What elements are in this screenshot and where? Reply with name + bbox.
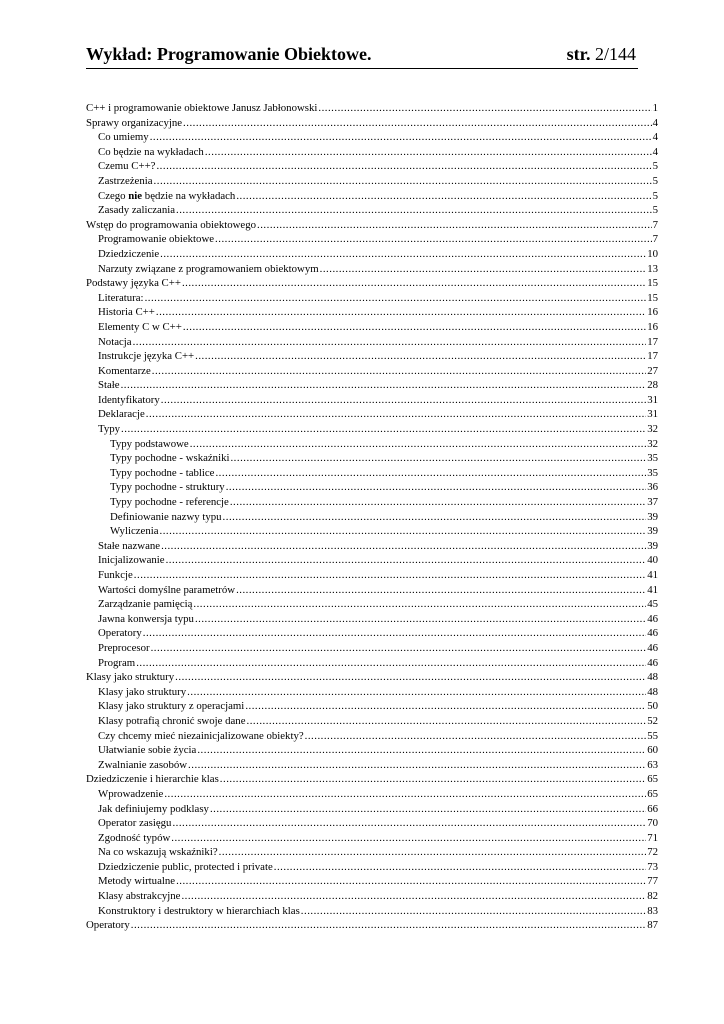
- toc-entry-title: Czy chcemy mieć niezainicjalizowane obiekty?: [98, 729, 304, 742]
- dot-leader: [205, 145, 652, 160]
- toc-entry-title-emphasis: nie: [128, 189, 143, 202]
- toc-entry[interactable]: [86, 524, 658, 539]
- toc-entry-title: Sprawy organizacyjne: [86, 116, 183, 129]
- toc-entry-title: Typy pochodne - referencje: [110, 496, 229, 509]
- toc-entry[interactable]: [86, 218, 658, 233]
- dot-leader: [182, 276, 646, 291]
- toc-entry-title: Wyliczenia: [110, 525, 159, 538]
- toc-entry[interactable]: [86, 612, 658, 627]
- toc-entry-title: Identyfikatory: [98, 393, 160, 406]
- toc-entry-page: 46: [647, 641, 658, 654]
- toc-entry-title: Preprocesor: [98, 641, 150, 654]
- toc-entry-page: 32: [647, 423, 658, 436]
- toc-entry-title: Zasady zaliczania: [98, 204, 176, 217]
- dot-leader: [166, 553, 647, 568]
- toc-entry-page: 70: [647, 817, 658, 830]
- page-number: [567, 44, 636, 65]
- dot-leader: [187, 685, 646, 700]
- toc-entry-title: Zwalnianie zasobów: [98, 758, 188, 771]
- toc-entry[interactable]: [86, 130, 658, 145]
- toc-entry[interactable]: [86, 641, 658, 656]
- toc-entry-page: 37: [647, 496, 658, 509]
- toc-entry-title: Klasy abstrakcyjne: [98, 890, 181, 903]
- document-title: Wykład: Programowanie Obiektowe.: [86, 44, 372, 64]
- dot-leader: [215, 466, 646, 481]
- toc-entry-title: Ułatwianie sobie życia: [98, 744, 197, 757]
- toc-entry-title: Programowanie obiektowe: [98, 233, 215, 246]
- toc-entry-page: 39: [647, 525, 658, 538]
- dot-leader: [156, 159, 651, 174]
- toc-entry-page: 48: [647, 671, 658, 684]
- toc-entry[interactable]: [86, 378, 658, 393]
- dot-leader: [131, 918, 646, 933]
- toc-entry-page: 63: [647, 758, 658, 771]
- dot-leader: [188, 758, 646, 773]
- dot-leader: [193, 597, 646, 612]
- toc-entry[interactable]: [86, 597, 658, 612]
- toc-entry-page: 39: [647, 510, 658, 523]
- dot-leader: [210, 802, 646, 817]
- toc-entry-page: 31: [647, 393, 658, 406]
- toc-entry-page: 72: [647, 846, 658, 859]
- toc-entry[interactable]: [86, 539, 658, 554]
- toc-entry[interactable]: [86, 393, 658, 408]
- toc-entry-title: Elementy C w C++: [98, 320, 182, 333]
- dot-leader: [156, 305, 646, 320]
- toc-entry-title: Klasy potrafią chronić swoje dane: [98, 714, 246, 727]
- toc-entry[interactable]: [86, 145, 658, 160]
- dot-leader: [220, 772, 646, 787]
- toc-entry[interactable]: [86, 510, 658, 525]
- toc-entry-page: 35: [647, 466, 658, 479]
- toc-entry-page: 5: [652, 189, 658, 202]
- toc-entry[interactable]: [86, 670, 658, 685]
- toc-entry-page: 52: [647, 714, 658, 727]
- toc-entry-title: Dziedziczenie public, protected i private: [98, 860, 273, 873]
- toc-entry[interactable]: [86, 714, 658, 729]
- toc-entry-page: 40: [647, 554, 658, 567]
- toc-entry-title: Operator zasięgu: [98, 817, 172, 830]
- toc-entry-title: Zgodność typów: [98, 831, 171, 844]
- toc-entry[interactable]: [86, 860, 658, 875]
- toc-entry-title: Instrukcje języka C++: [98, 350, 195, 363]
- toc-entry-title: Typy pochodne - tablice: [110, 466, 215, 479]
- toc-entry[interactable]: [86, 904, 658, 919]
- dot-leader: [230, 495, 646, 510]
- dot-leader: [160, 524, 647, 539]
- toc-entry-page: 10: [647, 247, 658, 260]
- toc-entry-title: Literatura:: [98, 291, 144, 304]
- toc-entry[interactable]: [86, 772, 658, 787]
- dot-leader: [121, 378, 647, 393]
- toc-entry-title: Komentarze: [98, 364, 151, 377]
- dot-leader: [197, 743, 646, 758]
- toc-entry-page: 5: [652, 160, 658, 173]
- toc-entry-title: Stałe: [98, 379, 120, 392]
- toc-entry[interactable]: [86, 437, 658, 452]
- toc-entry-page: 66: [647, 802, 658, 815]
- toc-entry[interactable]: [86, 874, 658, 889]
- dot-leader: [236, 189, 651, 204]
- toc-entry-page: 50: [647, 700, 658, 713]
- toc-entry[interactable]: [86, 583, 658, 598]
- dot-leader: [145, 291, 647, 306]
- page-header: [86, 42, 638, 69]
- toc-entry-page: 32: [647, 437, 658, 450]
- toc-entry[interactable]: [86, 568, 658, 583]
- dot-leader: [195, 349, 646, 364]
- dot-leader: [274, 860, 646, 875]
- toc-entry-page: 15: [647, 291, 658, 304]
- toc-entry-page: 35: [647, 452, 658, 465]
- dot-leader: [305, 729, 647, 744]
- toc-entry-title: Typy pochodne - struktury: [110, 481, 225, 494]
- toc-entry-page: 55: [647, 729, 658, 742]
- toc-entry[interactable]: [86, 305, 658, 320]
- toc-entry-page: 36: [647, 481, 658, 494]
- toc-entry[interactable]: [86, 101, 658, 116]
- toc-entry-page: 17: [647, 350, 658, 363]
- toc-entry-title: Wprowadzenie: [98, 787, 164, 800]
- toc-entry[interactable]: [86, 729, 658, 744]
- toc-entry-page: 83: [647, 904, 658, 917]
- table-of-contents: [86, 101, 658, 933]
- toc-entry[interactable]: [86, 232, 658, 247]
- toc-entry-page: 4: [652, 116, 658, 129]
- dot-leader: [150, 130, 652, 145]
- dot-leader: [171, 831, 646, 846]
- toc-entry[interactable]: [86, 174, 658, 189]
- dot-leader: [301, 904, 646, 919]
- toc-entry-title: [98, 189, 235, 204]
- dot-leader: [219, 845, 647, 860]
- toc-entry[interactable]: [86, 349, 658, 364]
- toc-entry[interactable]: [86, 320, 658, 335]
- toc-entry-page: 73: [647, 860, 658, 873]
- toc-entry-title: Stałe nazwane: [98, 539, 161, 552]
- dot-leader: [318, 101, 651, 116]
- toc-entry-page: 17: [647, 335, 658, 348]
- dot-leader: [134, 568, 646, 583]
- dot-leader: [257, 218, 652, 233]
- toc-entry[interactable]: [86, 889, 658, 904]
- toc-entry[interactable]: [86, 626, 658, 641]
- toc-entry-title: Inicjalizowanie: [98, 554, 165, 567]
- dot-leader: [247, 714, 647, 729]
- toc-entry-page: 7: [652, 233, 658, 246]
- toc-entry-page: 46: [647, 656, 658, 669]
- toc-entry[interactable]: [86, 159, 658, 174]
- toc-entry-title: Jawna konwersja typu: [98, 612, 194, 625]
- toc-entry[interactable]: [86, 787, 658, 802]
- toc-entry-title: Program: [98, 656, 136, 669]
- toc-entry[interactable]: [86, 831, 658, 846]
- toc-entry-page: 5: [652, 174, 658, 187]
- toc-entry-page: 65: [647, 773, 658, 786]
- toc-entry-title: Jak definiujemy podklasy: [98, 802, 209, 815]
- toc-entry-title: Dziedziczenie: [98, 247, 160, 260]
- dot-leader: [151, 641, 647, 656]
- toc-entry[interactable]: [86, 918, 658, 933]
- toc-entry-page: 60: [647, 744, 658, 757]
- dot-leader: [161, 539, 646, 554]
- dot-leader: [215, 232, 652, 247]
- toc-entry-title: Wstęp do programowania obiektowego: [86, 218, 257, 231]
- toc-entry[interactable]: [86, 656, 658, 671]
- dot-leader: [245, 699, 646, 714]
- dot-leader: [160, 247, 646, 262]
- toc-entry[interactable]: [86, 116, 658, 131]
- toc-entry-title-part: Czego: [98, 189, 129, 202]
- toc-entry-page: 4: [652, 145, 658, 158]
- dot-leader: [195, 612, 646, 627]
- dot-leader: [230, 451, 646, 466]
- toc-entry-page: 16: [647, 306, 658, 319]
- dot-leader: [236, 583, 646, 598]
- toc-entry-title: Deklaracje: [98, 408, 145, 421]
- dot-leader: [183, 116, 652, 131]
- toc-entry-title: Klasy jako struktury: [86, 671, 175, 684]
- toc-entry[interactable]: [86, 699, 658, 714]
- toc-entry-page: 13: [647, 262, 658, 275]
- toc-entry-title: Co umiemy: [98, 131, 149, 144]
- dot-leader: [172, 816, 646, 831]
- toc-entry-page: 5: [652, 204, 658, 217]
- toc-entry[interactable]: [86, 247, 658, 262]
- toc-entry-page: 87: [647, 919, 658, 932]
- toc-entry-title: Typy pochodne - wskaźniki: [110, 452, 230, 465]
- toc-entry[interactable]: [86, 816, 658, 831]
- toc-entry-title: Operatory: [86, 919, 130, 932]
- toc-entry-page: 1: [652, 102, 658, 114]
- dot-leader: [136, 656, 646, 671]
- dot-leader: [152, 364, 646, 379]
- toc-entry-title: Narzuty związane z programowaniem obiektowym: [98, 262, 319, 275]
- dot-leader: [121, 422, 646, 437]
- toc-entry-title: Operatory: [98, 627, 142, 640]
- dot-leader: [161, 393, 646, 408]
- toc-entry[interactable]: [86, 407, 658, 422]
- toc-entry-title: Klasy jako struktury: [98, 685, 187, 698]
- toc-entry-page: 41: [647, 569, 658, 581]
- toc-entry-page: 15: [647, 277, 658, 290]
- toc-entry-title: Czemu C++?: [98, 160, 156, 173]
- toc-entry-title-part: będzie na wykładach: [142, 189, 236, 202]
- toc-entry[interactable]: [86, 364, 658, 379]
- dot-leader: [190, 437, 646, 452]
- toc-entry-page: 41: [647, 583, 658, 596]
- toc-entry-title: Metody wirtualne: [98, 875, 176, 888]
- toc-entry[interactable]: [86, 203, 658, 218]
- dot-leader: [164, 787, 646, 802]
- toc-entry[interactable]: [86, 451, 658, 466]
- toc-entry[interactable]: [86, 743, 658, 758]
- toc-entry-page: 65: [647, 787, 658, 800]
- toc-entry-page: 31: [647, 408, 658, 421]
- toc-entry-page: 7: [652, 218, 658, 231]
- toc-entry[interactable]: [86, 758, 658, 773]
- toc-entry-title: Co będzie na wykładach: [98, 145, 204, 158]
- toc-entry-title: Klasy jako struktury z operacjami: [98, 700, 245, 713]
- toc-entry-page: 48: [647, 685, 658, 698]
- toc-entry-page: 16: [647, 320, 658, 333]
- toc-entry[interactable]: [86, 685, 658, 700]
- toc-entry-page: 45: [647, 598, 658, 611]
- dot-leader: [223, 510, 647, 525]
- dot-leader: [183, 320, 646, 335]
- toc-entry[interactable]: [86, 422, 658, 437]
- toc-entry-title: Historia C++: [98, 306, 155, 319]
- toc-entry-page: 4: [652, 131, 658, 144]
- dot-leader: [154, 174, 652, 189]
- toc-entry-title: Dziedziczenie i hierarchie klas: [86, 773, 219, 786]
- toc-entry[interactable]: [86, 802, 658, 817]
- toc-entry-title: Typy: [98, 423, 121, 436]
- dot-leader: [320, 262, 647, 277]
- toc-entry-page: 71: [647, 831, 658, 844]
- toc-entry-title: C++ i programowanie obiektowe Janusz Jabłonowski: [86, 102, 318, 114]
- page-number-label: str.: [566, 44, 591, 64]
- toc-entry-title: Konstruktory i destruktory w hierarchiach klas: [98, 904, 300, 917]
- toc-entry[interactable]: [86, 845, 658, 860]
- toc-entry-page: 28: [647, 379, 658, 392]
- dot-leader: [226, 480, 647, 495]
- toc-entry-title: Wartości domyślne parametrów: [98, 583, 236, 596]
- toc-entry-title: Funkcje: [98, 569, 133, 581]
- toc-entry[interactable]: [86, 495, 658, 510]
- toc-entry[interactable]: [86, 189, 658, 204]
- page-number-value: 2/144: [594, 44, 636, 64]
- toc-entry-title: Typy podstawowe: [110, 437, 189, 450]
- dot-leader: [143, 626, 646, 641]
- toc-entry-title: Zastrzeżenia: [98, 174, 153, 187]
- toc-entry[interactable]: [86, 276, 658, 291]
- toc-entry[interactable]: [86, 291, 658, 306]
- toc-entry-page: 27: [647, 364, 658, 377]
- toc-entry-page: 77: [647, 875, 658, 888]
- dot-leader: [181, 889, 646, 904]
- dot-leader: [176, 203, 652, 218]
- toc-entry-title: Zarządzanie pamięcią: [98, 598, 193, 611]
- toc-entry-title: Definiowanie nazwy typu: [110, 510, 222, 523]
- toc-entry-page: 39: [647, 539, 658, 552]
- toc-entry-title: Na co wskazują wskaźniki?: [98, 846, 218, 859]
- dot-leader: [133, 335, 647, 350]
- dot-leader: [175, 670, 646, 685]
- toc-entry[interactable]: [86, 466, 658, 481]
- dot-leader: [176, 874, 646, 889]
- toc-entry[interactable]: [86, 262, 658, 277]
- toc-entry-title: Podstawy języka C++: [86, 277, 181, 290]
- toc-entry[interactable]: [86, 553, 658, 568]
- toc-entry-page: 46: [647, 627, 658, 640]
- toc-entry-page: 82: [647, 890, 658, 903]
- toc-entry[interactable]: [86, 480, 658, 495]
- toc-entry-page: 46: [647, 612, 658, 625]
- dot-leader: [146, 407, 646, 422]
- toc-entry-title: Notacja: [98, 335, 132, 348]
- toc-entry[interactable]: [86, 335, 658, 350]
